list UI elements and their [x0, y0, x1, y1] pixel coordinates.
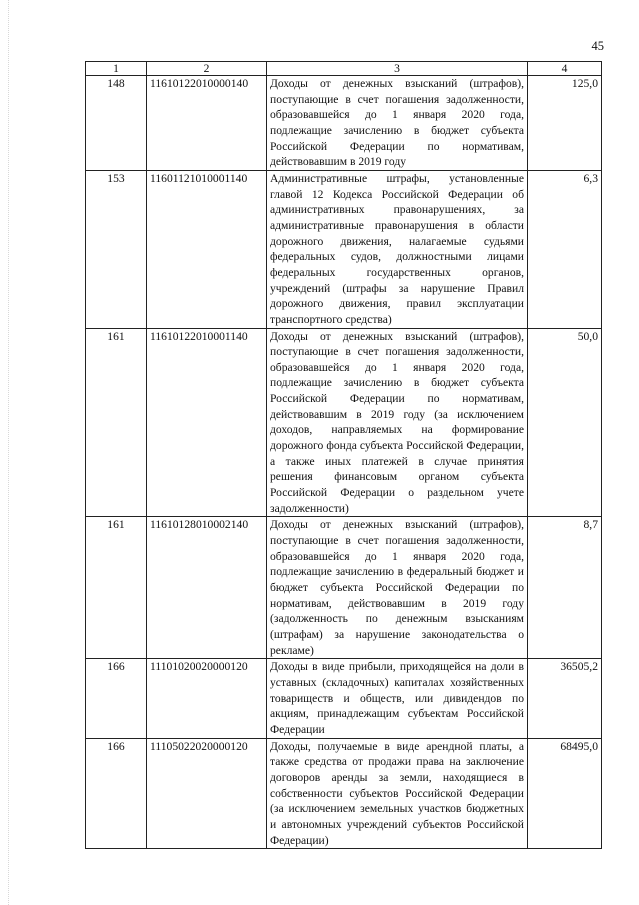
description-cell: Доходы, получаемые в виде арендной платы, а также средства от продажи права на заключение договоров аренды за земли, находящиеся в собственности субъектов Российской Федерации (за исключением земельных участков бюджетных и автономных учреждений субъектов Российской Федерации)	[267, 738, 528, 849]
admin-code-cell: 148	[86, 76, 147, 171]
page-number: 45	[591, 39, 604, 53]
budget-code-cell: 11101020020000120	[147, 659, 267, 738]
description-cell: Административные штрафы, установленные главой 12 Кодекса Российской Федерации об административных правонарушениях, за административные правонарушения в области дорожного движения, налагаемые судьями федеральных судов, должностными лицами федеральных государственных органов, учреждений (штрафы за нарушение Правил дорожного движения, правил эксплуатации транспортного средства)	[267, 170, 528, 328]
amount-cell: 8,7	[528, 517, 602, 659]
column-header-4: 4	[528, 62, 602, 76]
budget-code-cell: 11601121010001140	[147, 170, 267, 328]
amount-cell: 6,3	[528, 170, 602, 328]
description-cell: Доходы от денежных взысканий (штрафов), поступающие в счет погашения задолженности, образовавшейся до 1 января 2020 года, подлежащие зачислению в бюджет субъекта Российской Федерации по нормативам, действовавшим в 2019 году (за исключением доходов, направляемых на формирование дорожного фонда субъекта Российской Федерации, а также иных платежей в случае принятия решения финансовым органом субъекта Российской Федерации о раздельном учете задолженности)	[267, 328, 528, 517]
admin-code-cell: 161	[86, 517, 147, 659]
table-row	[86, 659, 602, 738]
table-row	[86, 76, 602, 171]
table-row	[86, 738, 602, 849]
column-header-2: 2	[147, 62, 267, 76]
scan-edge	[0, 0, 9, 905]
table-row	[86, 328, 602, 517]
column-header-1: 1	[86, 62, 147, 76]
amount-cell: 125,0	[528, 76, 602, 171]
budget-code-cell: 11610128010002140	[147, 517, 267, 659]
budget-code-cell: 11610122010000140	[147, 76, 267, 171]
budget-code-cell: 11105022020000120	[147, 738, 267, 849]
admin-code-cell: 153	[86, 170, 147, 328]
admin-code-cell: 166	[86, 738, 147, 849]
table-header-row	[86, 62, 602, 76]
table-row	[86, 517, 602, 659]
amount-cell: 68495,0	[528, 738, 602, 849]
amount-cell: 36505,2	[528, 659, 602, 738]
budget-code-cell: 11610122010001140	[147, 328, 267, 517]
admin-code-cell: 161	[86, 328, 147, 517]
table-row	[86, 170, 602, 328]
description-cell: Доходы в виде прибыли, приходящейся на доли в уставных (складочных) капиталах хозяйственных товариществ и обществ, или дивидендов по акциям, принадлежащим субъектам Российской Федерации	[267, 659, 528, 738]
description-cell: Доходы от денежных взысканий (штрафов), поступающие в счет погашения задолженности, образовавшейся до 1 января 2020 года, подлежащие зачислению в бюджет субъекта Российской Федерации по нормативам, действовавшим в 2019 году	[267, 76, 528, 171]
column-header-3: 3	[267, 62, 528, 76]
description-cell: Доходы от денежных взысканий (штрафов), поступающие в счет погашения задолженности, образовавшейся до 1 января 2020 года, подлежащие зачислению в федеральный бюджет и бюджет субъекта Российской Федерации по нормативам, действовавшим в 2019 году (задолженность по денежным взысканиям (штрафам) за нарушение законодательства о рекламе)	[267, 517, 528, 659]
budget-revenue-table	[85, 61, 602, 849]
amount-cell: 50,0	[528, 328, 602, 517]
admin-code-cell: 166	[86, 659, 147, 738]
